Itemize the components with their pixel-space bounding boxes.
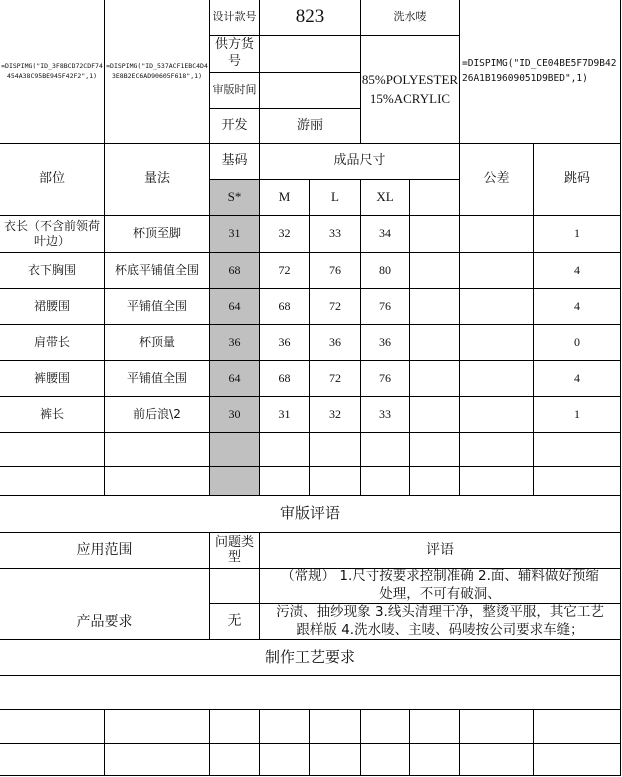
row-value-xl[interactable]: 76 xyxy=(360,360,410,397)
bottom-cell[interactable] xyxy=(0,709,105,744)
row-tolerance[interactable] xyxy=(459,215,534,253)
design-no-label: 设计款号 xyxy=(209,0,260,36)
supplier-no-label: 供方货号 xyxy=(209,35,260,73)
empty-cell[interactable] xyxy=(409,432,460,467)
row-tolerance[interactable] xyxy=(459,360,534,397)
row-value-l[interactable]: 36 xyxy=(309,324,361,361)
developer-label: 开发 xyxy=(209,108,260,144)
row-value-m[interactable]: 68 xyxy=(259,360,310,397)
size-header-xl: XL xyxy=(360,179,410,216)
col-scope-header: 应用范围 xyxy=(0,532,210,569)
empty-cell[interactable] xyxy=(533,466,621,496)
wash-label-label: 洗水唛 xyxy=(360,0,460,36)
comment-line-4: 跟样版 4.洗水唛、主唛、码唛按公司要求车缝； xyxy=(296,621,584,638)
craft-empty-row[interactable] xyxy=(0,675,621,710)
bottom-cell[interactable] xyxy=(209,709,260,744)
row-value-xl[interactable]: 80 xyxy=(360,252,410,289)
empty-cell[interactable] xyxy=(0,432,105,467)
empty-cell[interactable] xyxy=(360,466,410,496)
empty-cell[interactable] xyxy=(209,466,260,496)
col-base-header: 基码 xyxy=(209,143,260,180)
row-value-l[interactable]: 72 xyxy=(309,360,361,397)
empty-cell[interactable] xyxy=(459,432,534,467)
row-extra[interactable] xyxy=(409,288,460,325)
col-size-group-header: 成品尺寸 xyxy=(259,143,460,180)
bottom-cell[interactable] xyxy=(409,743,460,776)
bottom-cell[interactable] xyxy=(209,743,260,776)
row-value-m[interactable]: 32 xyxy=(259,215,310,253)
developer-value[interactable]: 游丽 xyxy=(259,108,361,144)
row-value-m[interactable]: 72 xyxy=(259,252,310,289)
size-header-l: L xyxy=(309,179,361,216)
empty-cell[interactable] xyxy=(0,466,105,496)
row-value-m[interactable]: 68 xyxy=(259,288,310,325)
row-extra[interactable] xyxy=(409,324,460,361)
empty-cell[interactable] xyxy=(309,432,361,467)
row-value-xl[interactable]: 34 xyxy=(360,215,410,253)
row-value-s[interactable]: 64 xyxy=(209,360,260,397)
empty-cell[interactable] xyxy=(533,432,621,467)
empty-cell[interactable] xyxy=(309,466,361,496)
bottom-cell[interactable] xyxy=(459,709,534,744)
design-no-value[interactable]: 823 xyxy=(259,0,361,36)
row-method[interactable]: 前后浪\2 xyxy=(104,396,210,433)
image-formula-3: =DISPIMG("ID_CE04BE5F7D9B4226A1B19609051D9BED",1) xyxy=(462,58,617,84)
image-formula-2: =DISPIMG("ID_537ACF1EBC4D43E8B2EC6AD90605F618",1) xyxy=(106,62,208,80)
review-title: 审版评语 xyxy=(0,495,621,533)
row-value-l[interactable]: 33 xyxy=(309,215,361,253)
row-value-m[interactable]: 36 xyxy=(259,324,310,361)
row-part[interactable]: 肩带长 xyxy=(0,324,105,361)
row-method[interactable]: 杯顶至脚 xyxy=(104,215,210,253)
supplier-no-value[interactable] xyxy=(259,35,361,73)
craft-title: 制作工艺要求 xyxy=(0,639,621,676)
image-formula-cell-3[interactable] xyxy=(459,0,621,144)
comment-line-2: 处理，不可有破洞、 xyxy=(379,586,501,602)
size-header-s: S* xyxy=(209,179,260,216)
col-comment-header: 评语 xyxy=(259,532,621,569)
empty-cell[interactable] xyxy=(104,466,210,496)
size-header-m: M xyxy=(259,179,310,216)
image-formula-1: =DISPIMG("ID_3F8BCD72CDF74454A38C95BE945F42F2",1) xyxy=(1,62,103,80)
row-grade[interactable]: 0 xyxy=(533,324,621,361)
review-time-label: 审版时间 xyxy=(209,72,260,109)
row-value-l[interactable]: 76 xyxy=(309,252,361,289)
empty-cell[interactable] xyxy=(259,432,310,467)
col-issue-type-header: 问题类型 xyxy=(209,532,260,569)
bottom-cell[interactable] xyxy=(0,743,105,776)
bottom-cell[interactable] xyxy=(360,743,410,776)
bottom-cell[interactable] xyxy=(360,709,410,744)
row-part[interactable]: 裤腰围 xyxy=(0,360,105,397)
row-method[interactable]: 平铺值全围 xyxy=(104,360,210,397)
issue-type-value[interactable]: 无 xyxy=(209,603,260,640)
row-tolerance[interactable] xyxy=(459,396,534,433)
row-extra[interactable] xyxy=(409,396,460,433)
row-value-s[interactable]: 68 xyxy=(209,252,260,289)
empty-cell[interactable] xyxy=(360,432,410,467)
row-value-m[interactable]: 31 xyxy=(259,396,310,433)
issue-type-top[interactable] xyxy=(209,568,260,604)
bottom-cell[interactable] xyxy=(533,709,621,744)
row-extra[interactable] xyxy=(409,360,460,397)
composition-line-1: 85%POLYESTER xyxy=(361,71,459,87)
composition-cell[interactable] xyxy=(360,35,460,144)
row-extra[interactable] xyxy=(409,252,460,289)
row-grade[interactable]: 4 xyxy=(533,288,621,325)
bottom-cell[interactable] xyxy=(459,743,534,776)
row-method[interactable]: 杯顶量 xyxy=(104,324,210,361)
scope-value[interactable]: 产品要求 xyxy=(0,568,210,640)
review-time-value[interactable] xyxy=(259,72,361,109)
row-value-l[interactable]: 72 xyxy=(309,288,361,325)
col-tolerance-header: 公差 xyxy=(459,143,534,216)
row-method[interactable]: 平铺值全围 xyxy=(104,288,210,325)
bottom-cell[interactable] xyxy=(533,743,621,776)
col-method-header: 量法 xyxy=(104,143,210,216)
row-grade[interactable]: 4 xyxy=(533,360,621,397)
comment-line-1: （常规） 1.尺寸按要求控制准确 2.面、辅料做好预缩 xyxy=(281,568,599,585)
bottom-cell[interactable] xyxy=(309,743,361,776)
empty-cell[interactable] xyxy=(459,466,534,496)
size-header-empty xyxy=(409,179,460,216)
row-value-xl[interactable]: 76 xyxy=(360,288,410,325)
comment-block-1[interactable] xyxy=(259,568,621,604)
row-value-s[interactable]: 30 xyxy=(209,396,260,433)
bottom-cell[interactable] xyxy=(104,743,210,776)
image-formula-cell-2[interactable] xyxy=(104,0,210,144)
col-part-header: 部位 xyxy=(0,143,105,216)
row-part[interactable]: 裤长 xyxy=(0,396,105,433)
row-part[interactable]: 裙腰围 xyxy=(0,288,105,325)
comment-line-3: 污渍、抽纱现象 3.线头清理干净，整烫平服，其它工艺 xyxy=(276,603,604,620)
composition-line-2: 15%ACRYLIC xyxy=(369,90,451,106)
row-grade[interactable]: 4 xyxy=(533,252,621,289)
col-grade-header: 跳码 xyxy=(533,143,621,216)
row-extra[interactable] xyxy=(409,215,460,253)
row-grade[interactable]: 1 xyxy=(533,215,621,253)
row-tolerance[interactable] xyxy=(459,324,534,361)
empty-cell[interactable] xyxy=(209,432,260,467)
row-part[interactable]: 衣长（不含前领荷叶边） xyxy=(0,215,105,253)
row-value-xl[interactable]: 33 xyxy=(360,396,410,433)
row-value-s[interactable]: 64 xyxy=(209,288,260,325)
row-value-l[interactable]: 32 xyxy=(309,396,361,433)
row-method[interactable]: 杯底平铺值全围 xyxy=(104,252,210,289)
bottom-cell[interactable] xyxy=(259,743,310,776)
image-formula-cell-1[interactable] xyxy=(0,0,105,144)
row-part[interactable]: 衣下胸围 xyxy=(0,252,105,289)
empty-cell[interactable] xyxy=(259,466,310,496)
bottom-cell[interactable] xyxy=(309,709,361,744)
row-tolerance[interactable] xyxy=(459,288,534,325)
bottom-cell[interactable] xyxy=(104,709,210,744)
bottom-cell[interactable] xyxy=(259,709,310,744)
row-value-s[interactable]: 36 xyxy=(209,324,260,361)
empty-cell[interactable] xyxy=(409,466,460,496)
empty-cell[interactable] xyxy=(104,432,210,467)
comment-block-2[interactable] xyxy=(259,603,621,640)
row-value-xl[interactable]: 36 xyxy=(360,324,410,361)
row-tolerance[interactable] xyxy=(459,252,534,289)
bottom-cell[interactable] xyxy=(409,709,460,744)
row-grade[interactable]: 1 xyxy=(533,396,621,433)
row-value-s[interactable]: 31 xyxy=(209,215,260,253)
